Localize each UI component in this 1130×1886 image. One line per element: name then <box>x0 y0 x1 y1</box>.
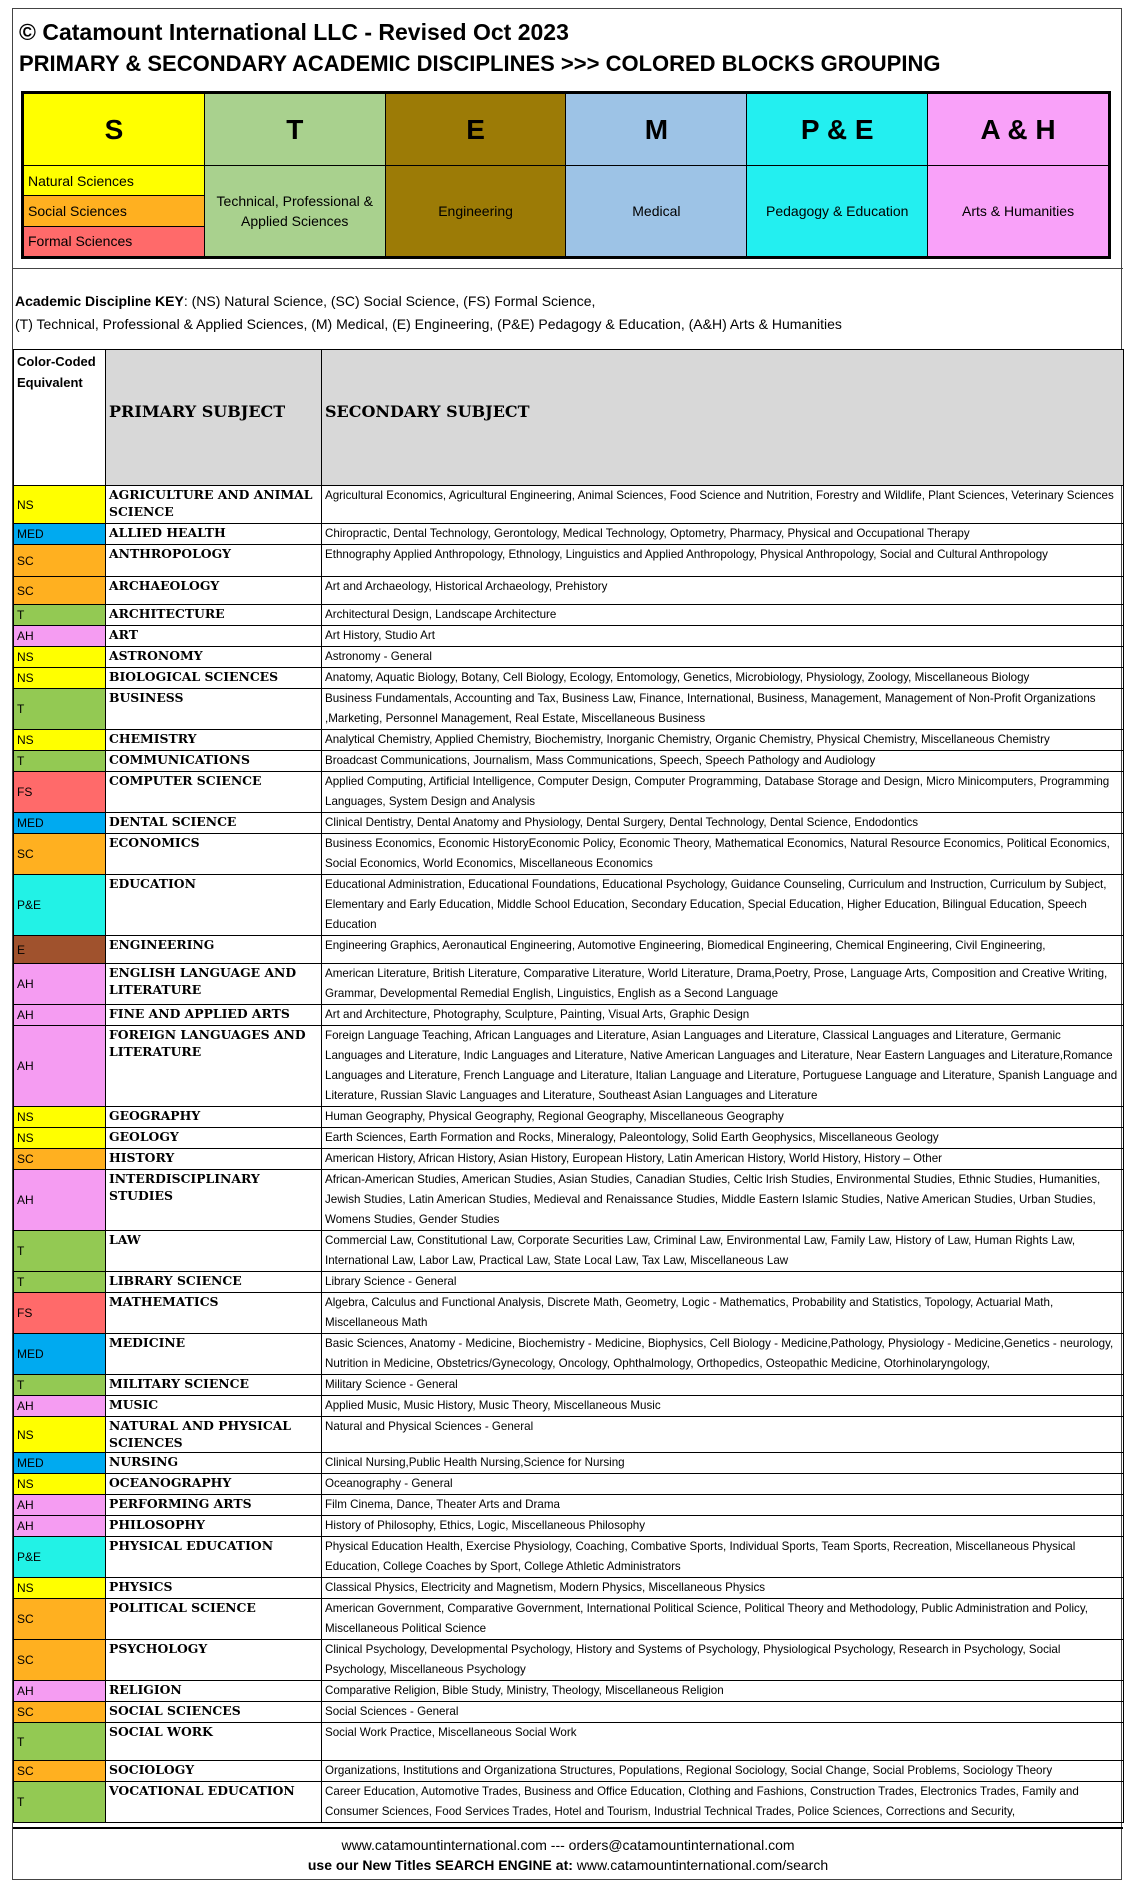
row-primary-subject: PSYCHOLOGY <box>106 1640 322 1681</box>
row-primary-subject: SOCIOLOGY <box>106 1761 322 1782</box>
table-row <box>14 1005 1124 1026</box>
row-color-code: T <box>14 1231 106 1272</box>
row-primary-subject: ALLIED HEALTH <box>106 524 322 545</box>
row-secondary-subject: American Literature, British Literature, Comparative Literature, World Literature, Drama,Poetry, Prose, Language Arts, Composition and Creative Writing, Grammar, Developmental Remedial English, Linguistics, English as a Second Language <box>322 964 1124 1005</box>
footer-search-label: use our New Titles SEARCH ENGINE at: <box>307 1857 573 1873</box>
table-row <box>14 1474 1124 1495</box>
row-color-code: SC <box>14 1640 106 1681</box>
row-secondary-subject: Organizations, Institutions and Organizationa Structures, Populations, Regional Sociology, Social Change, Social Problems, Sociology Theory <box>322 1761 1124 1782</box>
row-secondary-subject: Art History, Studio Art <box>322 626 1124 647</box>
block-s <box>24 94 205 256</box>
row-primary-subject: COMPUTER SCIENCE <box>106 772 322 813</box>
row-primary-subject: ART <box>106 626 322 647</box>
table-row <box>14 1026 1124 1107</box>
row-secondary-subject: Foreign Language Teaching, African Languages and Literature, Asian Languages and Literature, Classical Languages and Literature, Germanic Languages and Literature, Indic Languages and Literature, Native American Languages and Literature, Near Eastern Languages and Literature,Romance Languages and Literature, French Language and Literature, Italian Language and Literature, Portuguese Language and Literature, Spanish Language and Literature, Russian Slavic Languages and Literature, Southeast Asian Languages and Literature <box>322 1026 1124 1107</box>
table-row <box>14 936 1124 964</box>
row-secondary-subject: Natural and Physical Sciences - General <box>322 1417 1124 1453</box>
row-color-code: P&E <box>14 875 106 936</box>
row-color-code: SC <box>14 1599 106 1640</box>
table-row <box>14 1272 1124 1293</box>
table-row <box>14 1537 1124 1578</box>
row-color-code: P&E <box>14 1537 106 1578</box>
table-row <box>14 772 1124 813</box>
document-subtitle: PRIMARY & SECONDARY ACADEMIC DISCIPLINES >>> COLORED BLOCKS GROUPING <box>19 51 941 76</box>
table-row <box>14 1453 1124 1474</box>
table-row <box>14 1723 1124 1761</box>
row-color-code: NS <box>14 1474 106 1495</box>
row-color-code: AH <box>14 1495 106 1516</box>
row-color-code: NS <box>14 1107 106 1128</box>
row-primary-subject: EDUCATION <box>106 875 322 936</box>
row-secondary-subject: Comparative Religion, Bible Study, Ministry, Theology, Miscellaneous Religion <box>322 1681 1124 1702</box>
row-primary-subject: ANTHROPOLOGY <box>106 545 322 577</box>
row-color-code: AH <box>14 1396 106 1417</box>
block-pe-desc: Pedagogy & Education <box>766 203 909 219</box>
row-secondary-subject: Agricultural Economics, Agricultural Engineering, Animal Sciences, Food Science and Nutrition, Forestry and Wildlife, Plant Sciences, Veterinary Sciences <box>322 486 1124 524</box>
row-color-code: AH <box>14 1005 106 1026</box>
row-primary-subject: SOCIAL SCIENCES <box>106 1702 322 1723</box>
row-primary-subject: COMMUNICATIONS <box>106 751 322 772</box>
block-ah <box>928 94 1108 256</box>
row-secondary-subject: Human Geography, Physical Geography, Regional Geography, Miscellaneous Geography <box>322 1107 1124 1128</box>
table-row <box>14 1396 1124 1417</box>
table-row <box>14 605 1124 626</box>
row-secondary-subject: Algebra, Calculus and Functional Analysis, Discrete Math, Geometry, Logic - Mathematics, Probability and Statistics, Topology, Actuarial Math, Miscellaneous Math <box>322 1293 1124 1334</box>
row-color-code: T <box>14 605 106 626</box>
table-row <box>14 1599 1124 1640</box>
block-ah-letter: A & H <box>928 94 1108 166</box>
table-row <box>14 1495 1124 1516</box>
row-secondary-subject: Physical Education Health, Exercise Physiology, Coaching, Combative Sports, Individual Sports, Team Sports, Recreation, Miscellaneous Physical Education, College Coaches by Sport, College Athletic Administrators <box>322 1537 1124 1578</box>
row-primary-subject: RELIGION <box>106 1681 322 1702</box>
row-secondary-subject: Engineering Graphics, Aeronautical Engineering, Automotive Engineering, Biomedical Engineering, Chemical Engineering, Civil Engineering, <box>322 936 1124 964</box>
row-color-code: T <box>14 1723 106 1761</box>
row-color-code: SC <box>14 545 106 577</box>
col-header-primary: PRIMARY SUBJECT <box>106 350 322 486</box>
table-row <box>14 834 1124 875</box>
row-color-code: SC <box>14 1702 106 1723</box>
row-secondary-subject: Earth Sciences, Earth Formation and Rocks, Mineralogy, Paleontology, Solid Earth Geophysics, Miscellaneous Geology <box>322 1128 1124 1149</box>
footer-search-url[interactable]: www.catamountinternational.com/search <box>576 1857 829 1873</box>
row-primary-subject: OCEANOGRAPHY <box>106 1474 322 1495</box>
row-color-code: NS <box>14 1578 106 1599</box>
key-line-1: : (NS) Natural Science, (SC) Social Science, (FS) Formal Science, <box>183 293 596 309</box>
row-primary-subject: PHILOSOPHY <box>106 1516 322 1537</box>
key-line-2: (T) Technical, Professional & Applied Sciences, (M) Medical, (E) Engineering, (P&E) Pedagogy & Education, (A&H) Arts & Humanities <box>15 316 842 332</box>
block-pe <box>747 94 928 256</box>
table-row <box>14 626 1124 647</box>
block-m-desc: Medical <box>632 203 681 219</box>
row-secondary-subject: Analytical Chemistry, Applied Chemistry, Biochemistry, Inorganic Chemistry, Organic Chemistry, Physical Chemistry, Miscellaneous Chemistry <box>322 730 1124 751</box>
table-row <box>14 1681 1124 1702</box>
row-primary-subject: POLITICAL SCIENCE <box>106 1599 322 1640</box>
row-color-code: MED <box>14 813 106 834</box>
row-primary-subject: BUSINESS <box>106 689 322 730</box>
row-secondary-subject: American Government, Comparative Government, International Political Science, Political Theory and Methodology, Public Administration and Policy, Miscellaneous Political Science <box>322 1599 1124 1640</box>
footer-contact: www.catamountinternational.com --- orders@catamountinternational.com <box>341 1837 795 1853</box>
row-primary-subject: PHYSICS <box>106 1578 322 1599</box>
row-primary-subject: ENGLISH LANGUAGE AND LITERATURE <box>106 964 322 1005</box>
row-secondary-subject: Business Fundamentals, Accounting and Tax, Business Law, Finance, International, Business, Management, Management of Non-Profit Organizations ,Marketing, Personnel Management, Real Estate, Miscellaneous Business <box>322 689 1124 730</box>
row-primary-subject: MILITARY SCIENCE <box>106 1375 322 1396</box>
row-secondary-subject: Broadcast Communications, Journalism, Mass Communications, Speech, Speech Pathology and Audiology <box>322 751 1124 772</box>
row-secondary-subject: Applied Music, Music History, Music Theory, Miscellaneous Music <box>322 1396 1124 1417</box>
row-primary-subject: VOCATIONAL EDUCATION <box>106 1782 322 1823</box>
table-row <box>14 689 1124 730</box>
row-color-code: AH <box>14 1170 106 1231</box>
row-color-code: SC <box>14 834 106 875</box>
row-secondary-subject: Commercial Law, Constitutional Law, Corporate Securities Law, Criminal Law, Environmental Law, Family Law, History of Law, Human Rights Law, International Law, Labor Law, Practical Law, State Local Law, Tax Law, Miscellaneous Law <box>322 1231 1124 1272</box>
table-row <box>14 1334 1124 1375</box>
table-row <box>14 1375 1124 1396</box>
row-primary-subject: MEDICINE <box>106 1334 322 1375</box>
row-secondary-subject: Clinical Psychology, Developmental Psychology, History and Systems of Psychology, Physiological Psychology, Research in Psychology, Social Psychology, Miscellaneous Psychology <box>322 1640 1124 1681</box>
block-pe-letter: P & E <box>747 94 927 166</box>
row-secondary-subject: Library Science - General <box>322 1272 1124 1293</box>
table-row <box>14 1578 1124 1599</box>
row-color-code: AH <box>14 626 106 647</box>
table-row <box>14 1782 1124 1823</box>
row-color-code: T <box>14 1375 106 1396</box>
row-primary-subject: ARCHITECTURE <box>106 605 322 626</box>
block-e-letter: E <box>386 94 566 166</box>
row-color-code: SC <box>14 577 106 605</box>
row-primary-subject: LIBRARY SCIENCE <box>106 1272 322 1293</box>
row-color-code: T <box>14 751 106 772</box>
row-color-code: MED <box>14 1453 106 1474</box>
row-secondary-subject: Classical Physics, Electricity and Magnetism, Modern Physics, Miscellaneous Physics <box>322 1578 1124 1599</box>
row-color-code: T <box>14 689 106 730</box>
table-row <box>14 1128 1124 1149</box>
table-row <box>14 647 1124 668</box>
row-secondary-subject: Astronomy - General <box>322 647 1124 668</box>
row-primary-subject: INTERDISCIPLINARY STUDIES <box>106 1170 322 1231</box>
row-primary-subject: PHYSICAL EDUCATION <box>106 1537 322 1578</box>
table-row <box>14 1702 1124 1723</box>
row-color-code: AH <box>14 1026 106 1107</box>
block-t-desc: Technical, Professional & Applied Sciences <box>216 193 373 229</box>
table-row <box>14 813 1124 834</box>
row-primary-subject: CHEMISTRY <box>106 730 322 751</box>
row-secondary-subject: Art and Archaeology, Historical Archaeology, Prehistory <box>322 577 1124 605</box>
row-color-code: NS <box>14 647 106 668</box>
table-body <box>14 486 1124 1823</box>
table-row <box>14 1417 1124 1453</box>
row-secondary-subject: Basic Sciences, Anatomy - Medicine, Biochemistry - Medicine, Biophysics, Cell Biology - Medicine,Pathology, Physiology - Medicine,Genetics - neurology, Nutrition in Medicine, Obstetrics/Gynecology, Oncology, Ophthalmology, Orthopedics, Osteopathic Medicine, Otorhinolaryngology, <box>322 1334 1124 1375</box>
row-primary-subject: NATURAL AND PHYSICAL SCIENCES <box>106 1417 322 1453</box>
row-color-code: SC <box>14 1149 106 1170</box>
row-color-code: E <box>14 936 106 964</box>
row-secondary-subject: Oceanography - General <box>322 1474 1124 1495</box>
table-row <box>14 1149 1124 1170</box>
row-color-code: NS <box>14 1417 106 1453</box>
row-color-code: AH <box>14 1516 106 1537</box>
row-color-code: AH <box>14 964 106 1005</box>
block-s-formal-sciences: Formal Sciences <box>24 227 204 256</box>
row-primary-subject: PERFORMING ARTS <box>106 1495 322 1516</box>
block-e-desc: Engineering <box>438 203 513 219</box>
block-ah-desc: Arts & Humanities <box>962 203 1075 219</box>
row-color-code: FS <box>14 1293 106 1334</box>
block-s-social-sciences: Social Sciences <box>24 196 204 226</box>
row-primary-subject: FINE AND APPLIED ARTS <box>106 1005 322 1026</box>
row-color-code: NS <box>14 730 106 751</box>
table-row <box>14 964 1124 1005</box>
row-secondary-subject: Art and Architecture, Photography, Sculpture, Painting, Visual Arts, Graphic Design <box>322 1005 1124 1026</box>
row-secondary-subject: Chiropractic, Dental Technology, Gerontology, Medical Technology, Optometry, Pharmacy, Physical and Occupational Therapy <box>322 524 1124 545</box>
table-row <box>14 1231 1124 1272</box>
table-row <box>14 1640 1124 1681</box>
disciplines-table <box>13 349 1124 1823</box>
row-secondary-subject: Clinical Nursing,Public Health Nursing,Science for Nursing <box>322 1453 1124 1474</box>
row-color-code: AH <box>14 1681 106 1702</box>
footer-search <box>13 1857 1123 1873</box>
row-secondary-subject: Anatomy, Aquatic Biology, Botany, Cell Biology, Ecology, Entomology, Genetics, Microbiology, Physiology, Zoology, Miscellaneous Biology <box>322 668 1124 689</box>
row-primary-subject: SOCIAL WORK <box>106 1723 322 1761</box>
row-secondary-subject: Career Education, Automotive Trades, Business and Office Education, Clothing and Fashions, Construction Trades, Electronics Trades, Family and Consumer Sciences, Food Services Trades, Hotel and Tourism, Industrial Technical Trades, Police Sciences, Corrections and Security, <box>322 1782 1124 1823</box>
row-color-code: NS <box>14 486 106 524</box>
table-row <box>14 524 1124 545</box>
row-primary-subject: GEOLOGY <box>106 1128 322 1149</box>
row-secondary-subject: Social Sciences - General <box>322 1702 1124 1723</box>
table-row <box>14 1761 1124 1782</box>
table-row <box>14 751 1124 772</box>
row-primary-subject: DENTAL SCIENCE <box>106 813 322 834</box>
block-e <box>386 94 567 256</box>
block-t <box>205 94 386 256</box>
block-m-letter: M <box>566 94 746 166</box>
row-secondary-subject: Clinical Dentistry, Dental Anatomy and Physiology, Dental Surgery, Dental Technology, Dental Science, Endodontics <box>322 813 1124 834</box>
table-row <box>14 668 1124 689</box>
block-m <box>566 94 747 256</box>
row-secondary-subject: History of Philosophy, Ethics, Logic, Miscellaneous Philosophy <box>322 1516 1124 1537</box>
row-primary-subject: HISTORY <box>106 1149 322 1170</box>
row-color-code: NS <box>14 668 106 689</box>
table-header-row <box>14 350 1124 486</box>
document-title: © Catamount International LLC - Revised Oct 2023 <box>19 19 569 45</box>
row-color-code: SC <box>14 1761 106 1782</box>
row-color-code: T <box>14 1272 106 1293</box>
row-primary-subject: ARCHAEOLOGY <box>106 577 322 605</box>
table-row <box>14 875 1124 936</box>
table-row <box>14 1516 1124 1537</box>
divider <box>13 268 1123 269</box>
colored-blocks-grouping <box>21 91 1111 259</box>
row-secondary-subject: Ethnography Applied Anthropology, Ethnology, Linguistics and Applied Anthropology, Physical Anthropology, Social and Cultural Anthropology <box>322 545 1124 577</box>
block-s-letter: S <box>24 94 204 166</box>
row-color-code: FS <box>14 772 106 813</box>
row-primary-subject: MATHEMATICS <box>106 1293 322 1334</box>
col-header-secondary: SECONDARY SUBJECT <box>322 350 1124 486</box>
row-primary-subject: ASTRONOMY <box>106 647 322 668</box>
table-row <box>14 1107 1124 1128</box>
table-row <box>14 486 1124 524</box>
block-s-natural-sciences: Natural Sciences <box>24 166 204 196</box>
row-color-code: T <box>14 1782 106 1823</box>
table-row <box>14 577 1124 605</box>
row-primary-subject: NURSING <box>106 1453 322 1474</box>
row-color-code: NS <box>14 1128 106 1149</box>
key-label: Academic Discipline KEY <box>15 293 184 309</box>
row-secondary-subject: American History, African History, Asian History, European History, Latin American History, World History, History – Other <box>322 1149 1124 1170</box>
row-secondary-subject: Social Work Practice, Miscellaneous Social Work <box>322 1723 1124 1761</box>
row-primary-subject: BIOLOGICAL SCIENCES <box>106 668 322 689</box>
row-primary-subject: GEOGRAPHY <box>106 1107 322 1128</box>
row-primary-subject: ENGINEERING <box>106 936 322 964</box>
footer-divider <box>13 1827 1123 1829</box>
row-secondary-subject: Business Economics, Economic HistoryEconomic Policy, Economic Theory, Mathematical Economics, Natural Resource Economics, Political Economics, Social Economics, World Economics, Miscellaneous Economics <box>322 834 1124 875</box>
row-primary-subject: MUSIC <box>106 1396 322 1417</box>
row-primary-subject: FOREIGN LANGUAGES AND LITERATURE <box>106 1026 322 1107</box>
block-t-letter: T <box>205 94 385 166</box>
table-row <box>14 1170 1124 1231</box>
table-row <box>14 1293 1124 1334</box>
discipline-key <box>15 290 842 336</box>
row-secondary-subject: Educational Administration, Educational Foundations, Educational Psychology, Guidance Counseling, Curriculum and Instruction, Curriculum by Subject, Elementary and Early Education, Middle School Education, Secondary Education, Special Education, Higher Education, Bilingual Education, Speech Education <box>322 875 1124 936</box>
row-color-code: MED <box>14 524 106 545</box>
row-color-code: MED <box>14 1334 106 1375</box>
row-secondary-subject: Architectural Design, Landscape Architecture <box>322 605 1124 626</box>
row-primary-subject: AGRICULTURE AND ANIMAL SCIENCE <box>106 486 322 524</box>
table-row <box>14 545 1124 577</box>
row-secondary-subject: Applied Computing, Artificial Intelligence, Computer Design, Computer Programming, Database Storage and Design, Micro Minicomputers, Programming Languages, System Design and Analysis <box>322 772 1124 813</box>
row-secondary-subject: African-American Studies, American Studies, Asian Studies, Canadian Studies, Celtic Irish Studies, Environmental Studies, Ethnic Studies, Humanities, Jewish Studies, Latin American Studies, Medieval and Renaissance Studies, Middle Eastern Islamic Studies, Native American Studies, Urban Studies, Womens Studies, Gender Studies <box>322 1170 1124 1231</box>
col-header-code: Color-Coded Equivalent <box>14 350 106 486</box>
row-primary-subject: LAW <box>106 1231 322 1272</box>
row-secondary-subject: Film Cinema, Dance, Theater Arts and Drama <box>322 1495 1124 1516</box>
block-s-subgroups <box>24 166 204 256</box>
row-primary-subject: ECONOMICS <box>106 834 322 875</box>
document-sheet <box>12 8 1122 1880</box>
table-row <box>14 730 1124 751</box>
row-secondary-subject: Military Science - General <box>322 1375 1124 1396</box>
